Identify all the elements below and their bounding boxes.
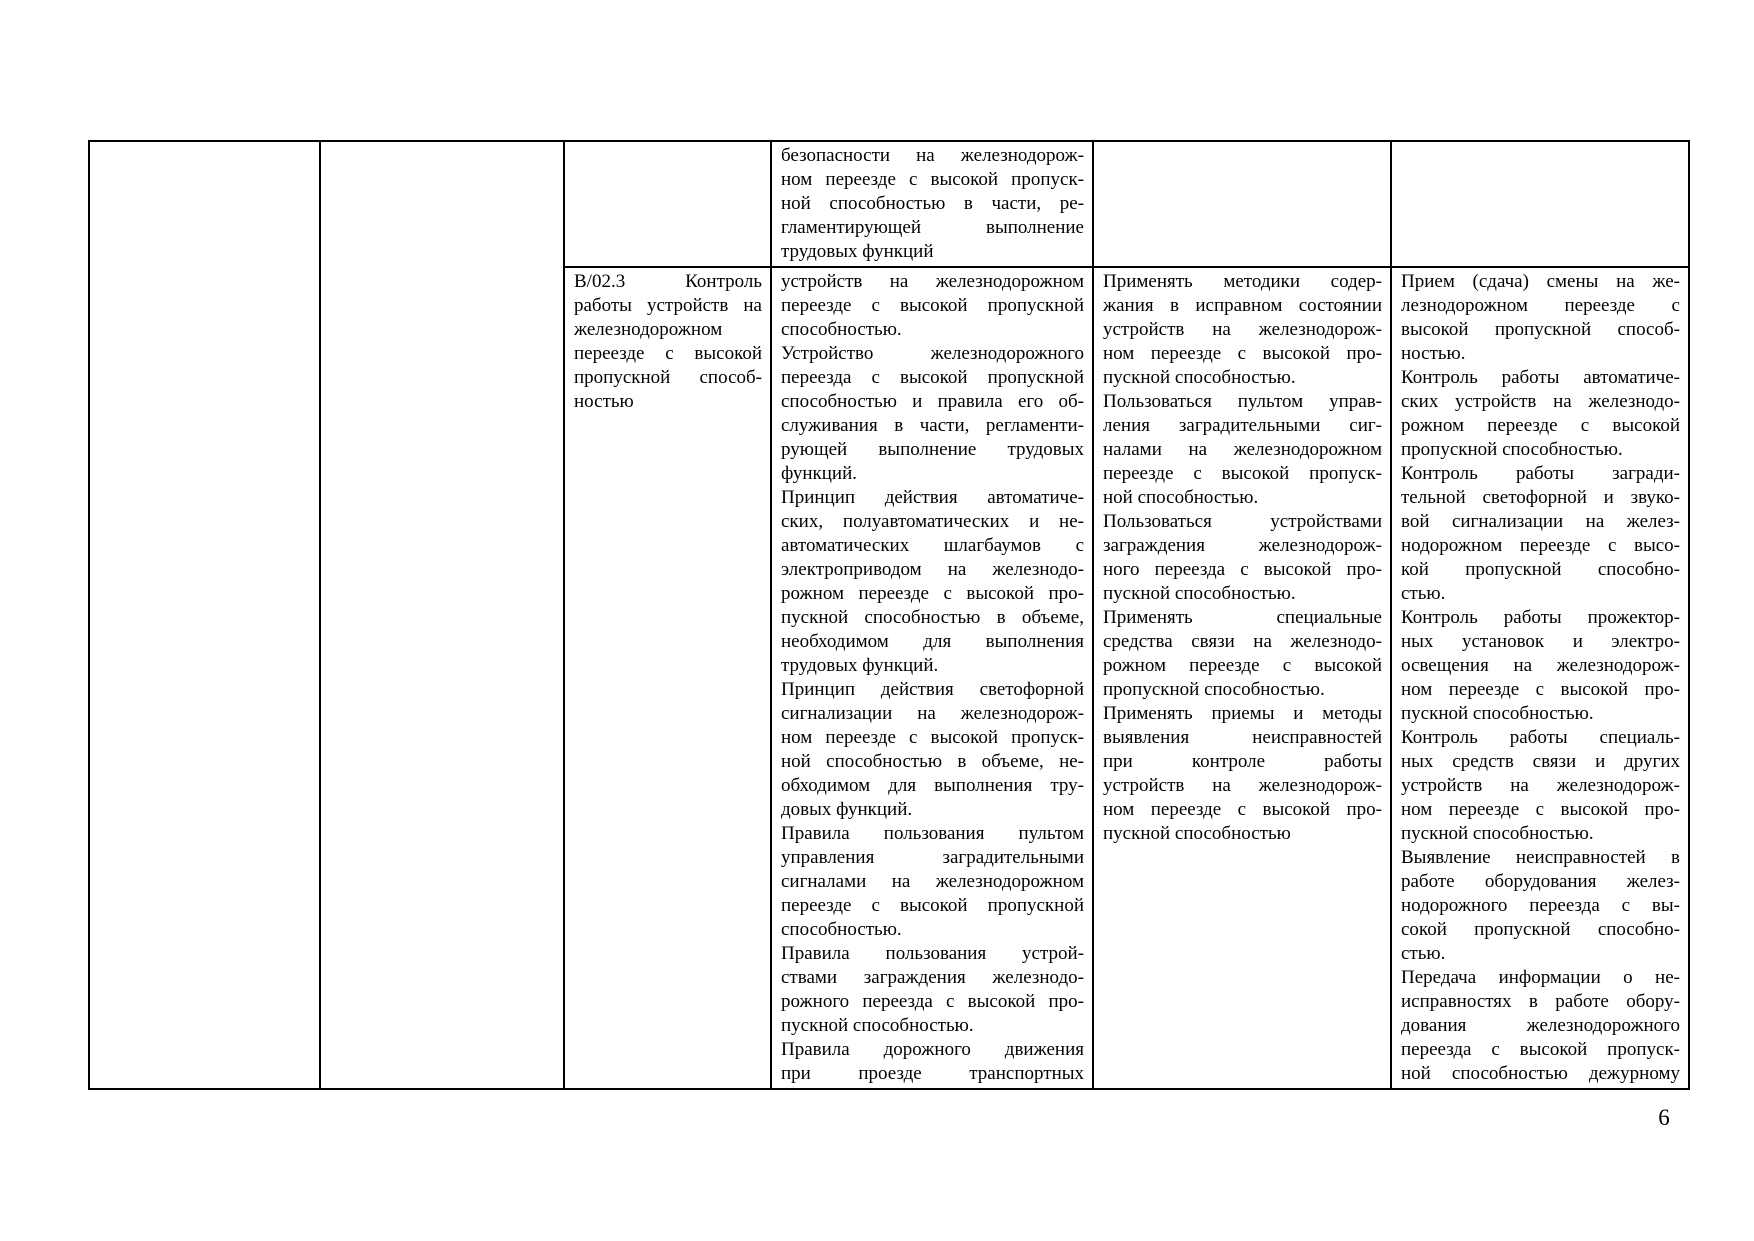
page-number: 6 <box>1658 1105 1670 1130</box>
text-line: тельной светофорной и звуко- <box>1401 487 1680 508</box>
text-line: рожном переезде с высокой <box>1103 655 1382 676</box>
text-line: при проезде транспортных <box>781 1063 1084 1084</box>
text-line: обходимом для выполнения тру- <box>781 775 1084 796</box>
text-line: устройств на железнодорож- <box>1103 319 1382 340</box>
text-line: ного переезда с высокой про- <box>1103 559 1382 580</box>
text-line: переезде с высокой пропускной <box>781 295 1084 316</box>
text-line: пускной способностью. <box>1103 367 1296 388</box>
text-line: гламентирующей выполнение <box>781 217 1084 238</box>
text-line: дования железнодорожного <box>1401 1015 1680 1036</box>
paragraph <box>781 270 1084 342</box>
text-line: Контроль работы прожектор- <box>1401 607 1680 628</box>
text-line: переезде с высокой пропуск- <box>1103 463 1382 484</box>
paragraph <box>1103 510 1382 606</box>
text-line: довых функций. <box>781 799 913 820</box>
text-line: ной способностью дежурному <box>1401 1063 1680 1084</box>
text-line: рожного переезда с высокой про- <box>781 991 1084 1012</box>
text-line: ной способностью в части, ре- <box>781 193 1084 214</box>
text-line: Правила пользования пультом <box>781 823 1084 844</box>
paragraph <box>781 822 1084 942</box>
text-line: Правила дорожного движения <box>781 1039 1084 1060</box>
paragraph <box>1401 270 1680 366</box>
text-line: при контроле работы <box>1103 751 1382 772</box>
paragraph <box>1103 270 1382 390</box>
text-line: вой сигнализации на желез- <box>1401 511 1680 532</box>
text-line: способностью и правила его об- <box>781 391 1084 412</box>
paragraph <box>1103 702 1382 846</box>
text-line: переезде с высокой <box>574 343 762 364</box>
paragraph <box>1401 846 1680 966</box>
text-line: Принцип действия автоматиче- <box>781 487 1084 508</box>
text-line: устройств на железнодорож- <box>1401 775 1680 796</box>
text-line: пускной способностью в объеме, <box>781 607 1084 628</box>
text-line: сигналами на железнодорожном <box>781 871 1084 892</box>
text-line: Пользоваться устройствами <box>1103 511 1382 532</box>
text-line: ствами заграждения железнодо- <box>781 967 1084 988</box>
text-line: способностью. <box>781 919 902 940</box>
text-line: управления заградительными <box>781 847 1084 868</box>
text-line: Передача информации о не- <box>1401 967 1680 988</box>
cell-row1-function-code-empty <box>564 141 771 267</box>
cell-skills <box>1093 267 1391 1089</box>
text-line: необходимом для выполнения <box>781 631 1084 652</box>
text-line: рующей выполнение трудовых <box>781 439 1084 460</box>
text-line: ном переезде с высокой про- <box>1401 799 1680 820</box>
text-line: налами на железнодорожном <box>1103 439 1382 460</box>
text-line: ных средств связи и других <box>1401 751 1680 772</box>
paragraph <box>781 1038 1084 1086</box>
text-line: электроприводом на железнодо- <box>781 559 1084 580</box>
text-line: Пользоваться пультом управ- <box>1103 391 1382 412</box>
paragraph <box>1401 462 1680 606</box>
cell-labor-actions <box>1391 267 1689 1089</box>
text-line: высокой пропускной способ- <box>1401 319 1680 340</box>
text-line: ном переезде с высокой про- <box>1401 679 1680 700</box>
text-line: ностью. <box>1401 343 1466 364</box>
cell-col2-empty <box>320 141 564 1089</box>
text-line: пускной способностью <box>1103 823 1291 844</box>
text-line: ностью <box>574 391 634 412</box>
text-line: пропускной способ- <box>574 367 762 388</box>
paragraph <box>1401 726 1680 846</box>
text-line: выявления неисправностей <box>1103 727 1382 748</box>
text-line: безопасности на железнодорож- <box>781 145 1084 166</box>
text-line: Применять приемы и методы <box>1103 703 1382 724</box>
text-line: работе оборудования желез- <box>1401 871 1680 892</box>
paragraph <box>781 486 1084 678</box>
text-line: исправностях в работе обору- <box>1401 991 1680 1012</box>
text-line: переезда с высокой пропуск- <box>1401 1039 1680 1060</box>
text-line: пропускной способностью. <box>1401 439 1623 460</box>
paragraph <box>781 144 1084 264</box>
text-line: рожном переезде с высокой про- <box>781 583 1084 604</box>
text-line: устройств на железнодорож- <box>1103 775 1382 796</box>
text-line: переезде с высокой пропускной <box>781 895 1084 916</box>
text-line: автоматических шлагбаумов с <box>781 535 1084 556</box>
text-line: ной способностью. <box>1103 487 1259 508</box>
text-line: переезда с высокой пропускной <box>781 367 1084 388</box>
cell-row1-actions-empty <box>1391 141 1689 267</box>
text-line: средства связи на железнодо- <box>1103 631 1382 652</box>
text-line: трудовых функций. <box>781 655 939 676</box>
text-line: пускной способностью. <box>1401 703 1594 724</box>
text-line: нодорожного переезда с вы- <box>1401 895 1680 916</box>
text-line: Контроль работы загради- <box>1401 463 1680 484</box>
text-line: функций. <box>781 463 857 484</box>
text-line: способностью. <box>781 319 902 340</box>
paragraph <box>781 678 1084 822</box>
text-line: пускной способностью. <box>1103 583 1296 604</box>
text-line: трудовых функций <box>781 241 934 262</box>
paragraph <box>1401 966 1680 1086</box>
text-line: Правила пользования устрой- <box>781 943 1084 964</box>
text-line: заграждения железнодорож- <box>1103 535 1382 556</box>
text-line: Прием (сдача) смены на же- <box>1401 271 1680 292</box>
text-line: кой пропускной способно- <box>1401 559 1680 580</box>
paragraph <box>574 270 762 414</box>
table-row <box>89 141 1689 267</box>
text-line: В/02.3 Контроль <box>574 271 762 292</box>
paragraph <box>1103 606 1382 702</box>
paragraph <box>781 942 1084 1038</box>
text-line: ной способностью в объеме, не- <box>781 751 1084 772</box>
text-line: жания в исправном состоянии <box>1103 295 1382 316</box>
text-line: освещения на железнодорож- <box>1401 655 1680 676</box>
text-line: ном переезде с высокой пропуск- <box>781 169 1084 190</box>
cell-labor-function <box>564 267 771 1089</box>
text-line: ских, полуавтоматических и не- <box>781 511 1084 532</box>
text-line: Выявление неисправностей в <box>1401 847 1680 868</box>
text-line: ления заградительными сиг- <box>1103 415 1382 436</box>
text-line: служивания в части, регламенти- <box>781 415 1084 436</box>
text-line: Контроль работы специаль- <box>1401 727 1680 748</box>
text-line: ном переезде с высокой про- <box>1103 343 1382 364</box>
cell-knowledge <box>771 267 1093 1089</box>
text-line: работы устройств на <box>574 295 762 316</box>
text-line: лезнодорожном переезде с <box>1401 295 1680 316</box>
text-line: ских устройств на железнодо- <box>1401 391 1680 412</box>
text-line: Устройство железнодорожного <box>781 343 1084 364</box>
text-line: Контроль работы автоматиче- <box>1401 367 1680 388</box>
text-line: нодорожном переезде с высо- <box>1401 535 1680 556</box>
text-line: стью. <box>1401 943 1446 964</box>
professional-standard-table <box>88 140 1690 1090</box>
text-line: стью. <box>1401 583 1446 604</box>
text-line: Принцип действия светофорной <box>781 679 1084 700</box>
paragraph <box>1103 390 1382 510</box>
paragraph <box>1401 366 1680 462</box>
text-line: ном переезде с высокой про- <box>1103 799 1382 820</box>
text-line: Применять специальные <box>1103 607 1382 628</box>
text-line: сигнализации на железнодорож- <box>781 703 1084 724</box>
text-line: Применять методики содер- <box>1103 271 1382 292</box>
text-line: ных установок и электро- <box>1401 631 1680 652</box>
text-line: устройств на железнодорожном <box>781 271 1084 292</box>
text-line: ном переезде с высокой пропуск- <box>781 727 1084 748</box>
paragraph <box>1401 606 1680 726</box>
cell-row1-knowledge-continued <box>771 141 1093 267</box>
cell-col1-empty <box>89 141 320 1089</box>
text-line: пускной способностью. <box>781 1015 974 1036</box>
cell-row1-skills-empty <box>1093 141 1391 267</box>
paragraph <box>781 342 1084 486</box>
text-line: пропускной способностью. <box>1103 679 1325 700</box>
text-line: рожном переезде с высокой <box>1401 415 1680 436</box>
text-line: сокой пропускной способно- <box>1401 919 1680 940</box>
text-line: пускной способностью. <box>1401 823 1594 844</box>
text-line: железнодорожном <box>574 319 723 340</box>
